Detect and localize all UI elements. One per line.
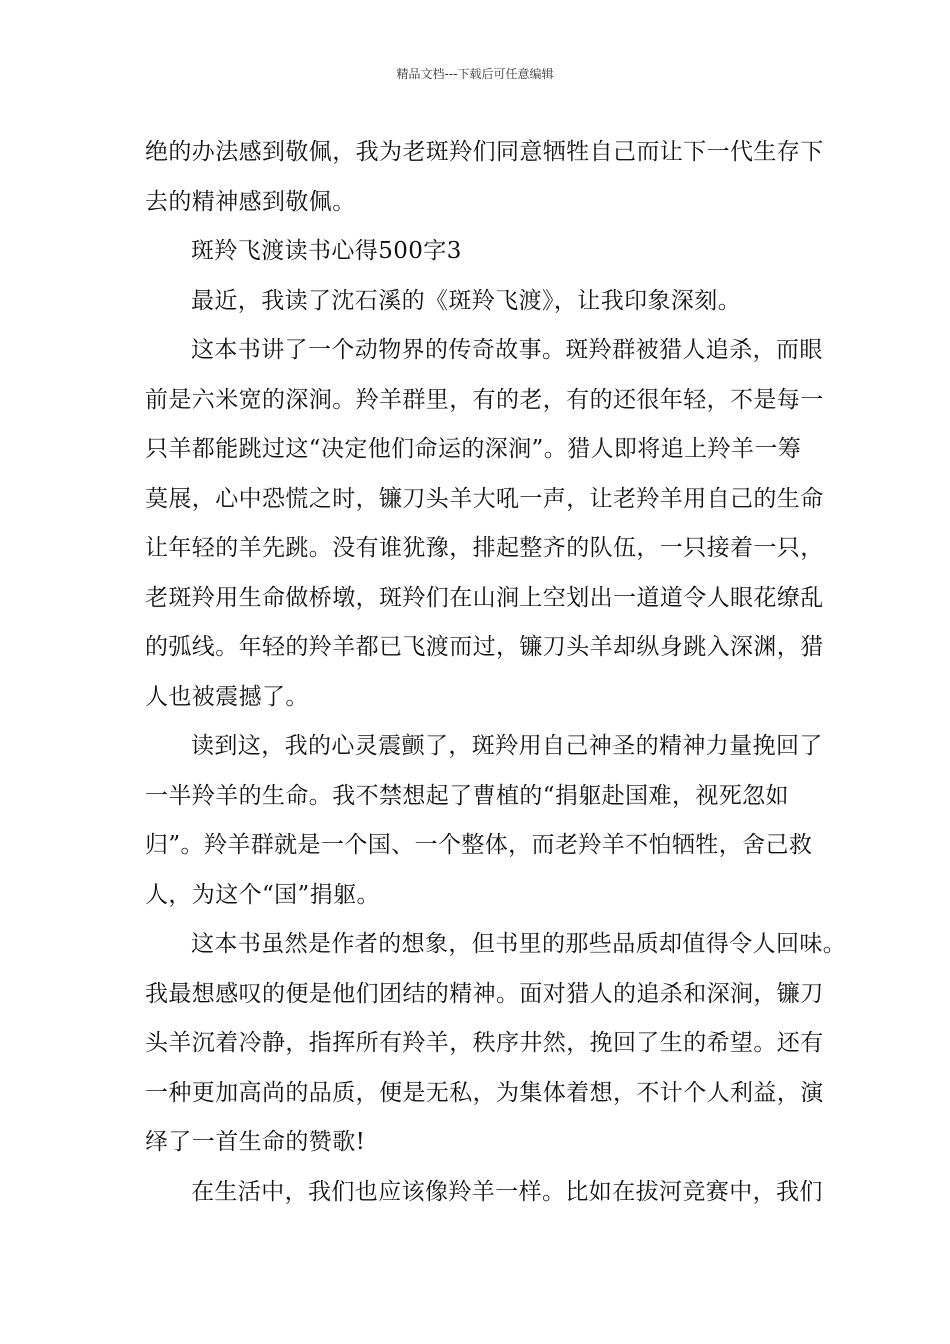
text-line: 最近，我读了沈石溪的《斑羚飞渡》，让我印象深刻。 [191, 287, 742, 314]
text-line: 在生活中，我们也应该像羚羊一样。比如在拔河竞赛中，我们 [191, 1178, 823, 1205]
text-line: 前是六米宽的深涧。羚羊群里，有的老，有的还很年轻，不是每一 [145, 386, 824, 413]
text-line: 人也被震撼了。 [145, 683, 309, 710]
text-line: 绎了一首生命的赞歌! [145, 1129, 366, 1155]
text-line: 莫展，心中恐慌之时，镰刀头羊大吼一声，让老羚羊用自己的生命 [145, 485, 824, 512]
text-line: 我最想感叹的便是他们团结的精神。面对猎人的追杀和深涧，镰刀 [145, 980, 824, 1007]
text-line: 老斑羚用生命做桥墩，斑羚们在山涧上空划出一道道令人眼花缭乱 [145, 584, 824, 611]
text-line: 让年轻的羊先跳。没有谁犹豫，排起整齐的队伍，一只接着一只， [145, 535, 824, 561]
text-line: 绝的办法感到敬佩，我为老斑羚们同意牺牲自己而让下一代生存下 [145, 139, 824, 165]
text-line: 去的精神感到敬佩。 [145, 188, 356, 215]
text-line: 一半羚羊的生命。我不禁想起了曹植的“捐躯赴国难，视死忽如 [145, 782, 789, 809]
text-line: 这本书虽然是作者的想象，但书里的那些品质却值得令人回味。 [191, 931, 847, 957]
page-header: 精品文档---下载后可任意编辑 [396, 67, 554, 81]
text-line: 头羊沉着冷静，指挥所有羚羊，秩序井然，挽回了生的希望。还有 [145, 1030, 824, 1056]
text-line: 一种更加高尚的品质，便是无私，为集体着想，不计个人利益，演 [145, 1079, 824, 1106]
text-line: 读到这，我的心灵震颤了，斑羚用自己神圣的精神力量挽回了 [191, 733, 823, 759]
text-line: 归”。羚羊群就是一个国、一个整体，而老羚羊不怕牺牲，舍己救 [145, 832, 813, 858]
section-heading: 斑羚飞渡读书心得500字3 [191, 238, 462, 264]
text-line: 只羊都能跳过这“决定他们命运的深涧”。猎人即将追上羚羊一筹 [145, 436, 802, 462]
text-line: 的弧线。年轻的羚羊都已飞渡而过，镰刀头羊却纵身跳入深渊，猎 [145, 634, 824, 660]
text-line: 人，为这个“国”捐躯。 [145, 881, 380, 908]
text-line: 这本书讲了一个动物界的传奇故事。斑羚群被猎人追杀，而眼 [191, 337, 823, 363]
document-body [145, 132, 847, 1221]
